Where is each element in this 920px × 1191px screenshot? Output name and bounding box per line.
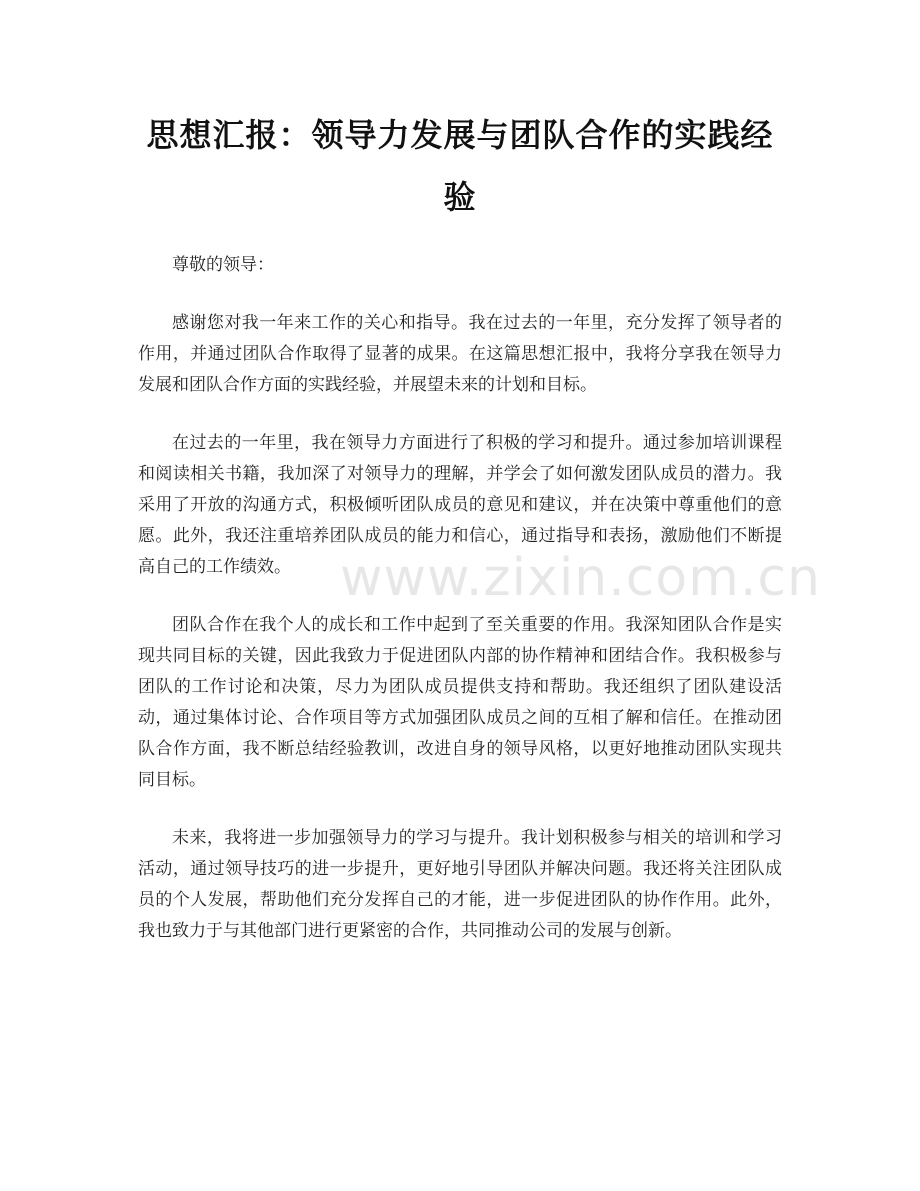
paragraph-1: 感谢您对我一年来工作的关心和指导。我在过去的一年里，充分发挥了领导者的作用，并通过团队合作取得了显著的成果。在这篇思想汇报中，我将分享我在领导力发展和团队合作方面的实践经验，并展望未来的计划和目标。 [138,313,782,395]
watermark: www.zixin.com.cn [340,548,821,608]
document-title: 思想汇报：领导力发展与团队合作的实践经验 [146,116,774,216]
paragraph-2: 在过去的一年里，我在领导力方面进行了积极的学习和提升。通过参加培训课程和阅读相关书籍，我加深了对领导力的理解，并学会了如何激发团队成员的潜力。我采用了开放的沟通方式，积极倾听团队成员的意见和建议，并在决策中尊重他们的意愿。此外，我还注重培养团队成员的能力和信心，通过指导和表扬，激励他们不断提高自己的工作绩效。 [138,433,782,577]
document-body [138,250,782,974]
salutation: 尊敬的领导： [172,255,274,275]
paragraph-4: 未来，我将进一步加强领导力的学习与提升。我计划积极参与相关的培训和学习活动，通过领导技巧的进一步提升，更好地引导团队并解决问题。我还将关注团队成员的个人发展，帮助他们充分发挥自己的才能，进一步促进团队的协作作用。此外，我也致力于与其他部门进行更紧密的合作，共同推动公司的发展与创新。 [138,828,782,941]
paragraph-3: 团队合作在我个人的成长和工作中起到了至关重要的作用。我深知团队合作是实现共同目标的关键，因此我致力于促进团队内部的协作精神和团结合作。我积极参与团队的工作讨论和决策，尽力为团队成员提供支持和帮助。我还组织了团队建设活动，通过集体讨论、合作项目等方式加强团队成员之间的互相了解和信任。在推动团队合作方面，我不断总结经验教训，改进自身的领导风格，以更好地推动团队实现共同目标。 [138,615,782,790]
